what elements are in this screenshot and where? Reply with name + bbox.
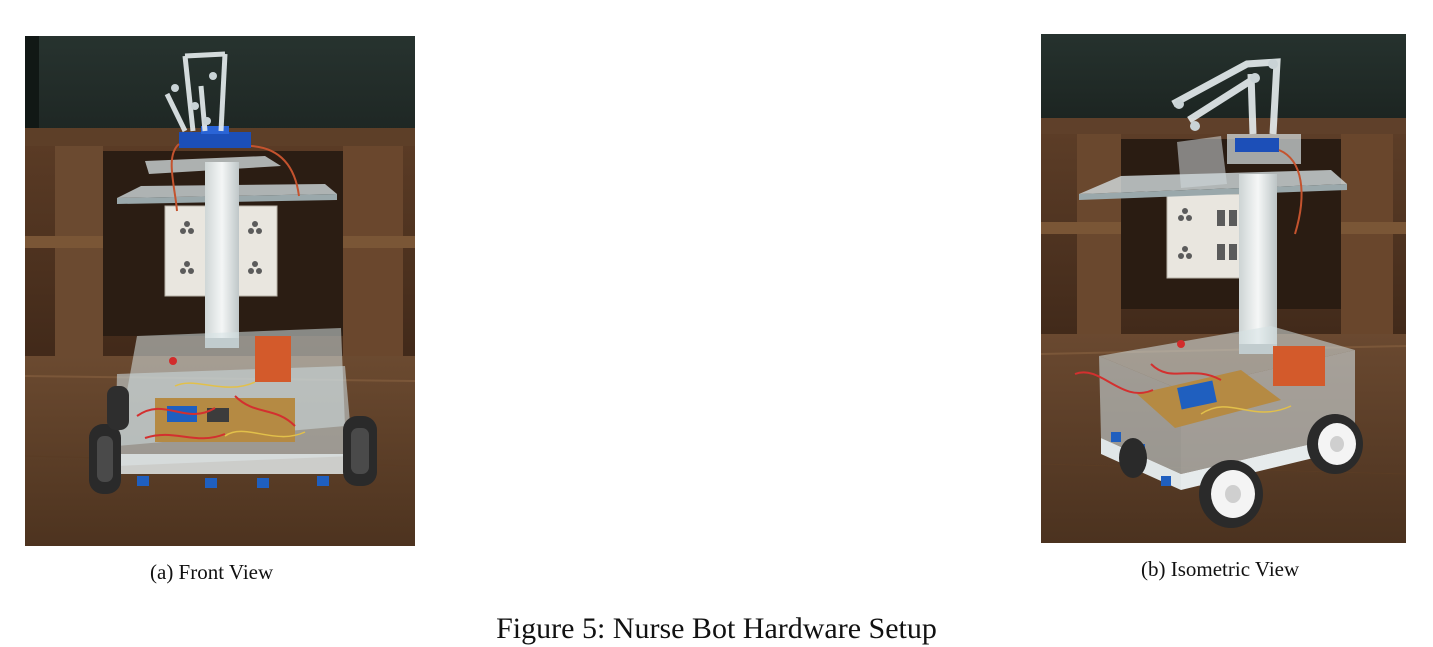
subfigure-a-caption: (a) Front View	[150, 560, 274, 584]
front-view-photo	[25, 36, 415, 546]
robot-front-photo-icon	[25, 36, 415, 546]
robot-isometric-photo-icon	[1041, 34, 1406, 543]
subfigure-b-caption: (b) Isometric View	[1141, 557, 1300, 581]
figure-title: Figure 5: Nurse Bot Hardware Setup	[496, 612, 937, 645]
isometric-view-photo	[1041, 34, 1406, 543]
